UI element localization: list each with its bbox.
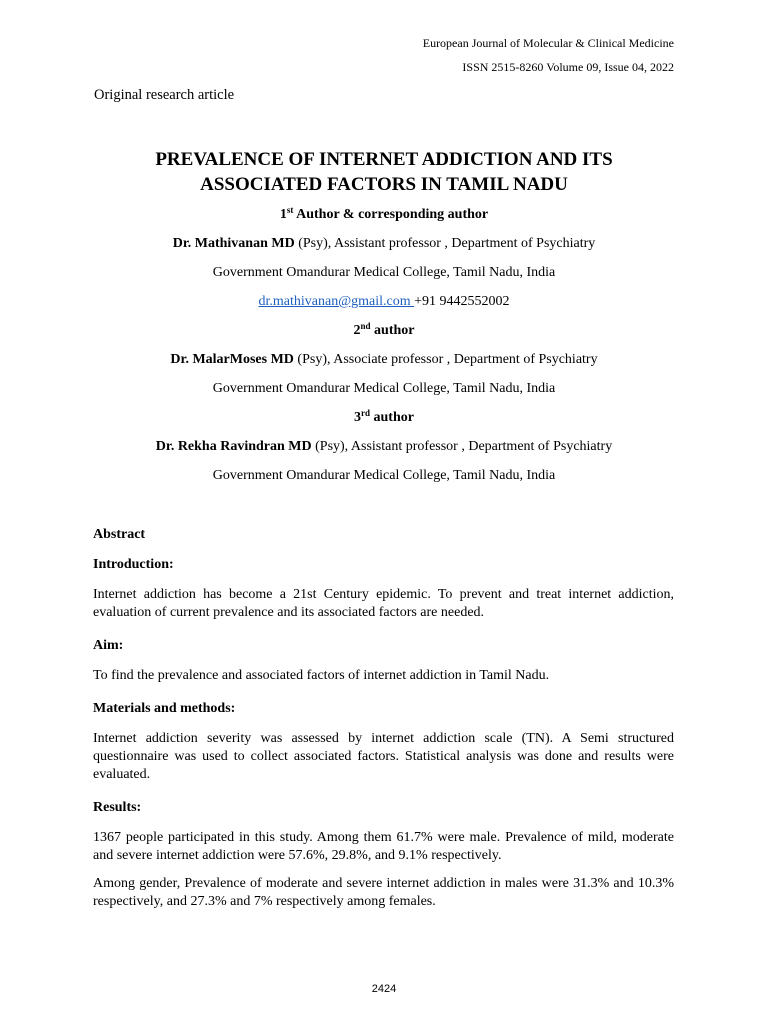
results-text-2: Among gender, Prevalence of moderate and severe internet addiction in males were 31.3% and 10.3% respectively, and 27.3% and 7% respectively among females.: [93, 876, 674, 909]
aim-heading: Aim:: [93, 638, 124, 653]
author-3-affiliation: Government Omandurar Medical College, Tamil Nadu, India: [212, 468, 556, 483]
author-1-name: Dr. Mathivanan MD: [172, 236, 295, 251]
author-2-role: 2nd author: [353, 321, 415, 338]
author-1-role: 1st Author & corresponding author: [279, 205, 489, 222]
author-1-name-line: [60, 236, 708, 252]
author-3-details: (Psy), Assistant professor , Department of Psychiatry: [311, 439, 613, 454]
title-line-2: ASSOCIATED FACTORS IN TAMIL NADU: [200, 174, 568, 195]
author-3-role: 3rd author: [354, 408, 414, 425]
author-1-email-link[interactable]: dr.mathivanan@gmail.com: [258, 294, 415, 309]
author-1-details: (Psy), Assistant professor , Department of Psychiatry: [294, 236, 596, 251]
author-2-details: (Psy), Associate professor , Department of Psychiatry: [293, 352, 598, 367]
paper-title: [60, 147, 708, 197]
author-2-affiliation: Government Omandurar Medical College, Tamil Nadu, India: [212, 381, 556, 396]
author-3-name: Dr. Rekha Ravindran MD: [155, 439, 312, 454]
methods-text: Internet addiction severity was assessed by internet addiction scale (TN). A Semi structured questionnaire was used to collect associated factors. Statistical analysis was done and results were evaluated.: [93, 731, 674, 782]
author-1-affiliation: Government Omandurar Medical College, Tamil Nadu, India: [212, 265, 556, 280]
results-heading: Results:: [93, 800, 142, 815]
page-number: 2424: [371, 983, 397, 995]
journal-issn: ISSN 2515-8260 Volume 09, Issue 04, 2022: [462, 60, 674, 74]
introduction-text: Internet addiction has become a 21st Century epidemic. To prevent and treat internet addiction, evaluation of current prevalence and its associated factors are needed.: [93, 587, 674, 620]
author-1-contact: [60, 294, 708, 310]
aim-text: To find the prevalence and associated factors of internet addiction in Tamil Nadu.: [93, 668, 550, 683]
author-2-name: Dr. MalarMoses MD: [170, 352, 294, 367]
article-type: Original research article: [94, 87, 235, 103]
abstract-section: [93, 526, 674, 911]
author-1-phone: +91 9442552002: [414, 294, 510, 309]
journal-name: European Journal of Molecular & Clinical Medicine: [422, 36, 674, 50]
author-2-name-line: [60, 352, 708, 368]
abstract-heading: Abstract: [93, 527, 146, 542]
title-line-1: PREVALENCE OF INTERNET ADDICTION AND ITS: [155, 149, 613, 170]
methods-heading: Materials and methods:: [93, 701, 236, 716]
results-text-1: 1367 people participated in this study. Among them 61.7% were male. Prevalence of mild, moderate and severe internet addiction were 57.6%, 29.8%, and 9.1% respectively.: [93, 830, 674, 863]
introduction-heading: Introduction:: [93, 557, 174, 572]
author-3-name-line: [60, 439, 708, 455]
